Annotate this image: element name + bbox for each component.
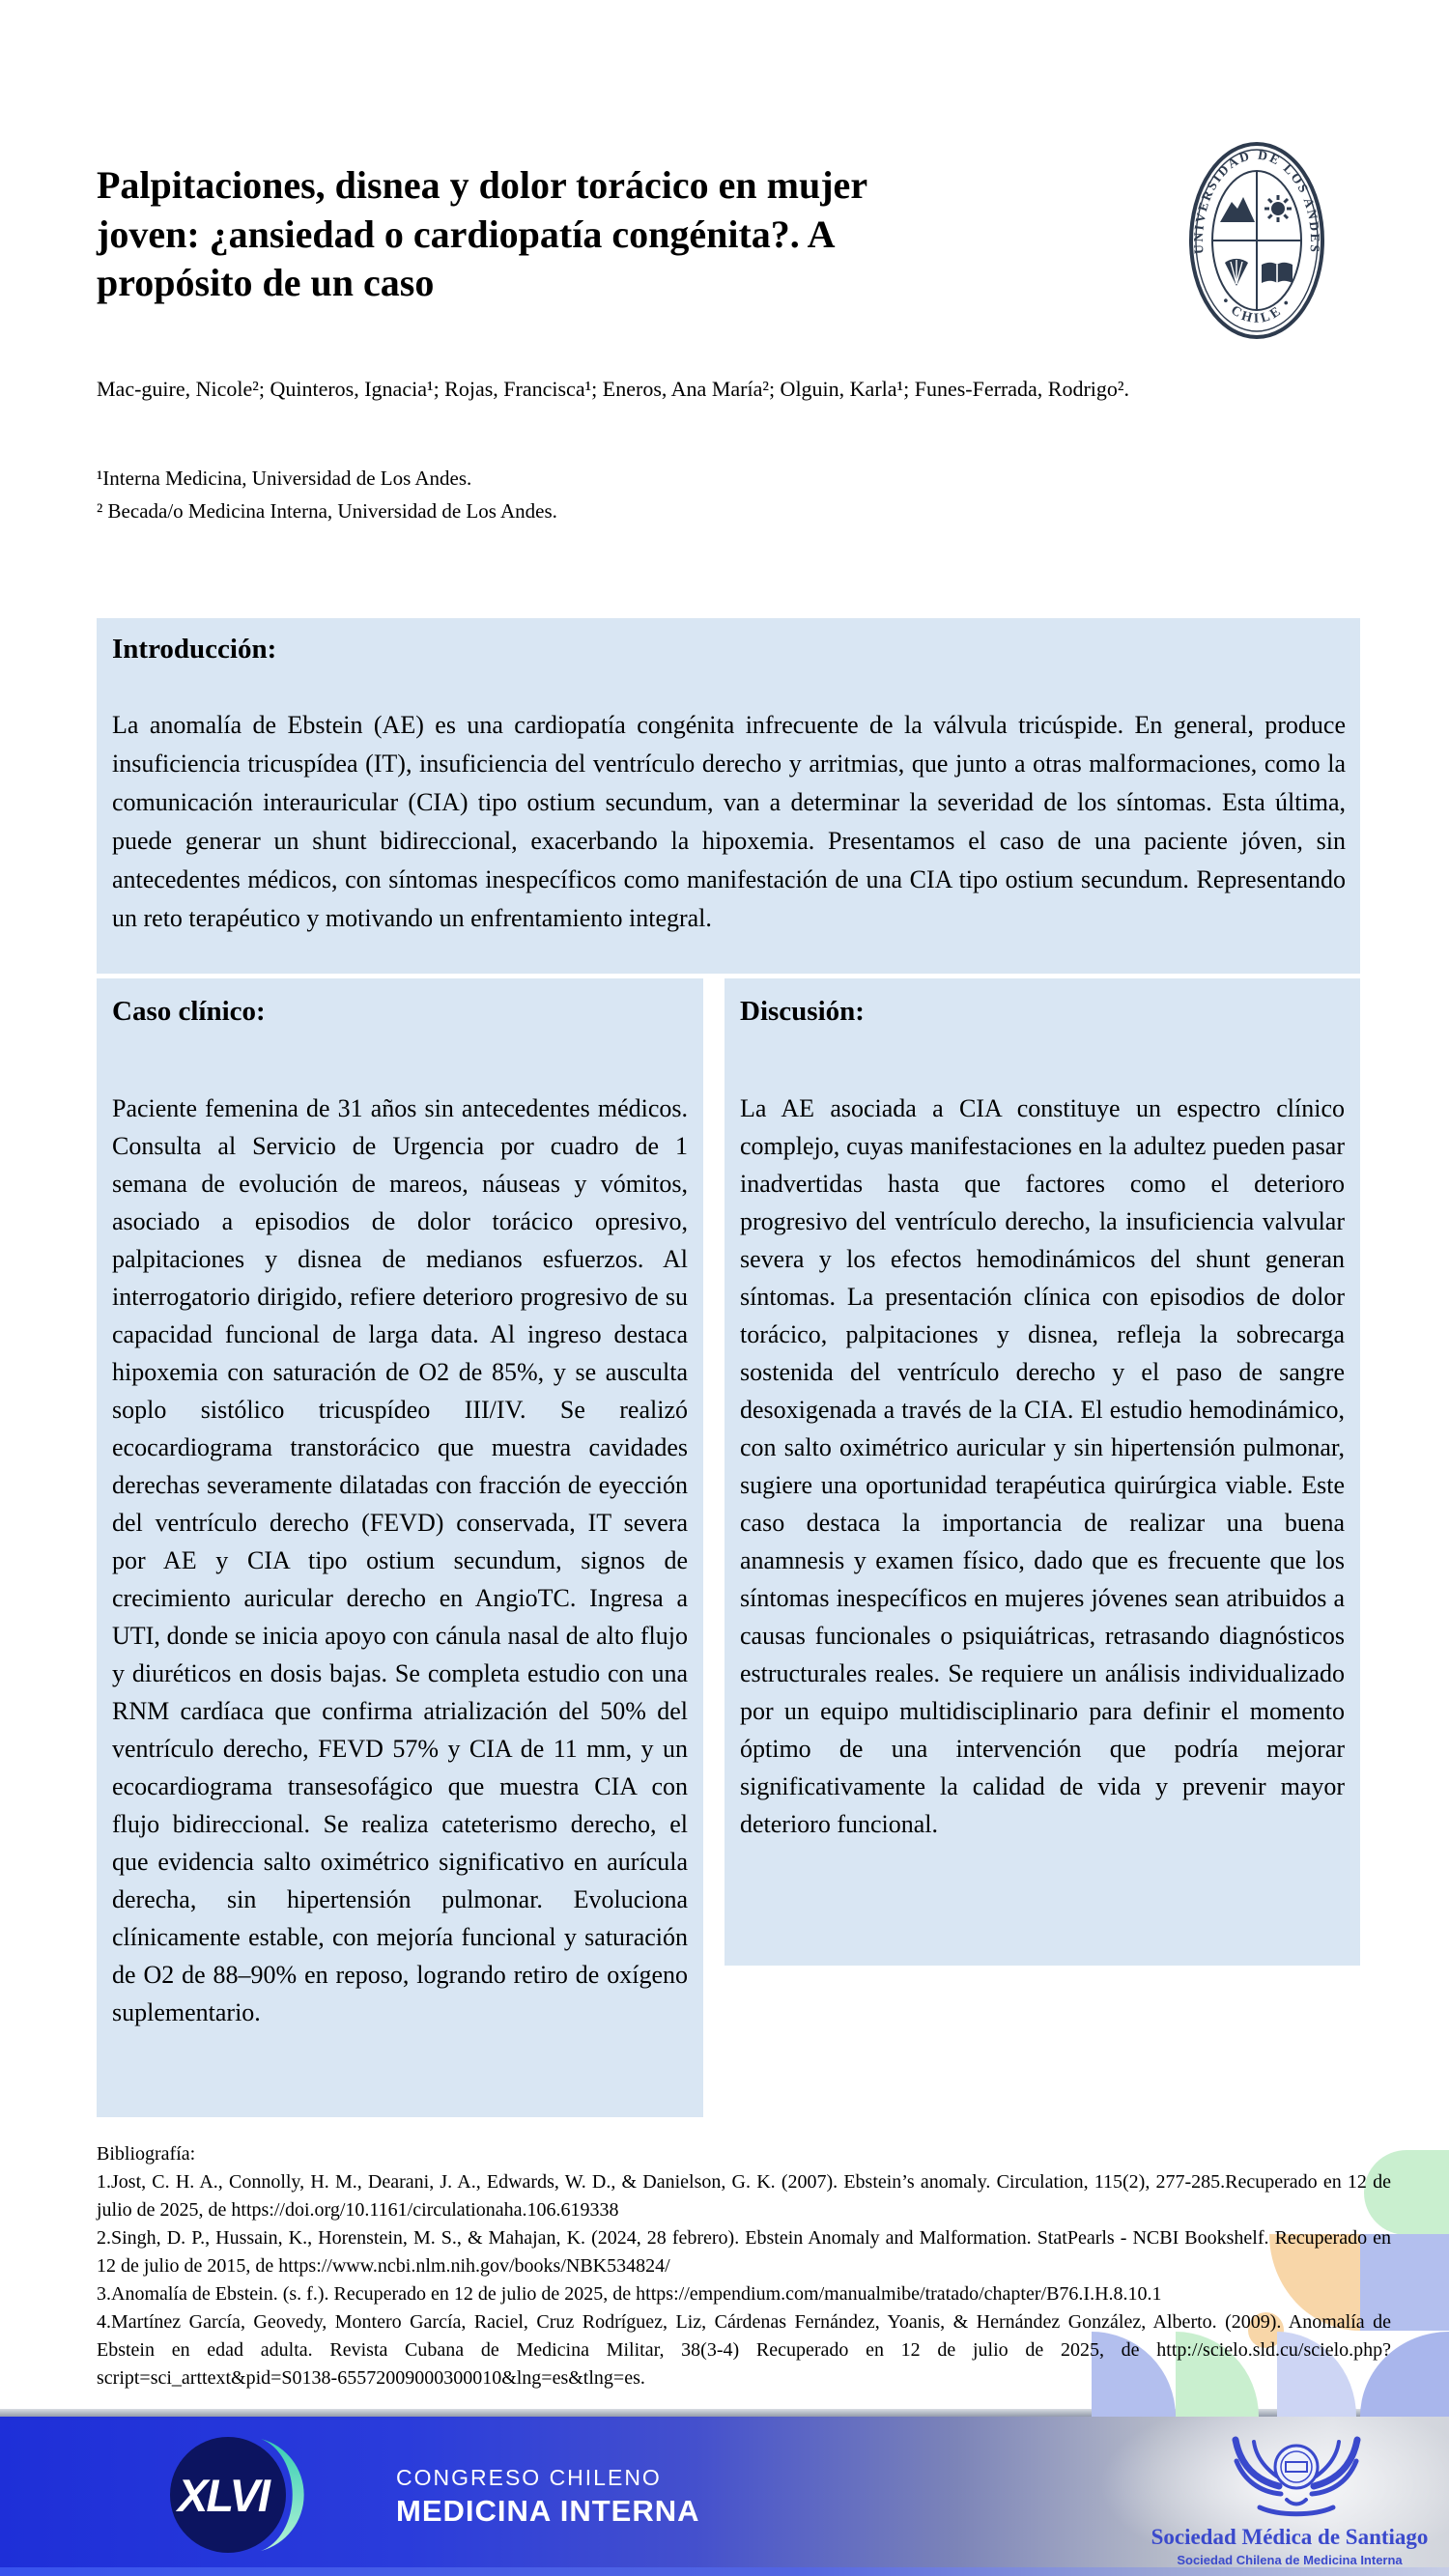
section-introduccion [97,618,1360,974]
book-icon [1262,263,1293,283]
shell-icon [1225,259,1248,286]
society-emblem-icon [1209,2426,1383,2523]
bibliography-ref-3: 3.Anomalía de Ebstein. (s. f.). Recuperado en 12 de julio de 2025, de https://empendium.com/manualmibe/tratado/chapter/B76.I.H.8.10.1 [97,2283,1162,2305]
caso-clinico-body: Paciente femenina de 31 años sin antecedentes médicos. Consulta al Servicio de Urgencia por cuadro de 1 semana de evolución de mareos, náuseas y vómitos, asociado a episodios de dolor torácico opresivo, palpitaciones y disnea de medianos esfuerzos. Al interrogatorio dirigido, refiere deterioro progresivo de su capacidad funcional de larga data. Al ingreso destaca hipoxemia con saturación de O2 de 85%, y se ausculta soplo sistólico tricuspídeo III/IV. Se realizó ecocardiograma transtorácico que muestra cavidades derechas severamente dilatadas con fracción de eyección del ventrículo derecho (FEVD) conservada, IT severa por AE y CIA tipo ostium secundum, signos de crecimiento auricular derecho en AngioTC. Ingresa a UTI, donde se inicia apoyo con cánula nasal de alto flujo y diuréticos en dosis bajas. Se completa estudio con una RNM cardíaca que confirma atrialización del 50% del ventrículo derecho, FEVD 57% y CIA de 11 mm, y un ecocardiograma transesofágico que muestra CIA con flujo bidireccional. Se realiza cateterismo derecho, el que evidencia salto oximétrico significativo en aurícula derecha, sin hipertensión pulmonar. Evoluciona clínicamente estable, con mejoría funcional y saturación de O2 de 88–90% en reposo, logrando retiro de oxígeno suplementario. [112,1094,688,2026]
congress-numeral: XLVI [178,2470,269,2521]
congress-line2: MEDICINA INTERNA [396,2494,700,2528]
seal-ring-text: UNIVERSIDAD DE LOS ANDES [1190,147,1323,255]
congress-logo [153,2430,357,2560]
congress-wordmark [396,2465,700,2529]
poster-title: Palpitaciones, disnea y dolor torácico en mujer joven: ¿ansiedad o cardiopatía congénita?. A propósito de un caso [97,162,867,305]
introduccion-heading: Introducción: [112,634,277,665]
bibliography-ref-1: 1.Jost, C. H. A., Connolly, H. M., Dearani, J. A., Edwards, W. D., & Danielson, G. K. (2007). Ebstein’s anomaly. Circulation, 115(2), 277-285.Recuperado en 12 de julio de 2025, de https://doi.org/10.1161/circulationaha.106.619338 [97,2171,1391,2221]
bibliography-ref-4: 4.Martínez García, Geovedy, Montero García, Raciel, Cruz Rodríguez, Liz, Cárdenas Fernández, Yoanis, & Hernández González, Alberto. (2009). Anomalía de Ebstein en edad adulta. Revista Cubana de Medicina Militar, 38(3-4) Recuperado en 12 de julio de 2025, de http://scielo.sld.cu/scielo.php?script=sci_arttext&pid=S0138-65572009000300010&lng=es&tlng=es. [97,2311,1391,2389]
society-name: Sociedad Médica de Santiago [1151,2525,1429,2549]
footer-bottom-strip [0,2567,1449,2576]
sun-icon [1264,195,1292,222]
affiliations [97,462,1391,527]
mountains-icon [1220,197,1255,222]
introduccion-body: La anomalía de Ebstein (AE) es una cardiopatía congénita infrecuente de la válvula tricúspide. En general, produce insuficiencia tricuspídea (IT), insuficiencia del ventrículo derecho y arritmias, que junto a otras malformaciones, como la comunicación interauricular (CIA) tipo ostium secundum, van a determinar la severidad de los síntomas. Esta última, puede generar un shunt bidireccional, exacerbando la hipoxemia. Presentamos el caso de una paciente jóven, sin antecedentes médicos, con síntomas inespecíficos como manifestación de una CIA tipo ostium secundum. Representando un reto terapéutico y motivando un enfrentamiento integral. [112,711,1346,932]
footer-band [0,2417,1449,2576]
discusion-heading: Discusión: [740,996,865,1027]
university-seal-icon [1184,138,1329,343]
affiliation-1: ¹Interna Medicina, Universidad de Los Andes. [97,467,472,490]
bibliography [97,2140,1391,2392]
caso-clinico-heading: Caso clínico: [112,996,266,1027]
university-seal-logo [1184,138,1329,343]
authors-line: Mac-guire, Nicole²; Quinteros, Ignacia¹; Rojas, Francisca¹; Eneros, Ana María²; Olguin, Karla¹; Funes-Ferrada, Rodrigo². [97,377,1130,401]
seal-bottom-text: • CHILE • [1217,295,1296,326]
bibliography-heading: Bibliografía: [97,2143,196,2165]
section-caso-clinico [97,978,703,2117]
congress-crescent-icon [153,2430,357,2560]
section-discusion [724,978,1360,1966]
congress-line1: CONGRESO CHILENO [396,2465,662,2490]
society-subtitle: Sociedad Chilena de Medicina Interna [1177,2553,1403,2567]
bibliography-ref-2: 2.Singh, D. P., Hussain, K., Horenstein, M. S., & Mahajan, K. (2024, 28 febrero). Ebstein Anomaly and Malformation. StatPearls - NCBI Bookshelf. Recuperado en 12 de julio de 2015, de https://www.ncbi.nlm.nih.gov/books/NBK534824/ [97,2227,1391,2277]
affiliation-2: ² Becada/o Medicina Interna, Universidad de Los Andes. [97,499,557,523]
discusion-body: La AE asociada a CIA constituye un espectro clínico complejo, cuyas manifestaciones en la adultez pueden pasar inadvertidas hasta que factores como el deterioro progresivo del ventrículo derecho, la insuficiencia valvular severa y los efectos hemodinámicos del shunt generan síntomas. La presentación clínica con episodios de dolor torácico, palpitaciones y disnea, refleja la sobrecarga sostenida del ventrículo derecho y el paso de sangre desoxigenada a través de la CIA. El estudio hemodinámico, con salto oximétrico auricular y sin hipertensión pulmonar, sugiere una oportunidad terapéutica quirúrgica viable. Este caso destaca la importancia de realizar una buena anamnesis y examen físico, dado que es frecuente que los síntomas inespecíficos en mujeres jóvenes sean atribuidos a causas funcionales o psiquiátricas, retrasando diagnósticos estructurales reales. Se requiere un análisis individualizado por un equipo multidisciplinario para definir el momento óptimo de una intervención que podría mejorar significativamente la calidad de vida y prevenir mayor deterioro funcional. [740,1094,1345,1838]
